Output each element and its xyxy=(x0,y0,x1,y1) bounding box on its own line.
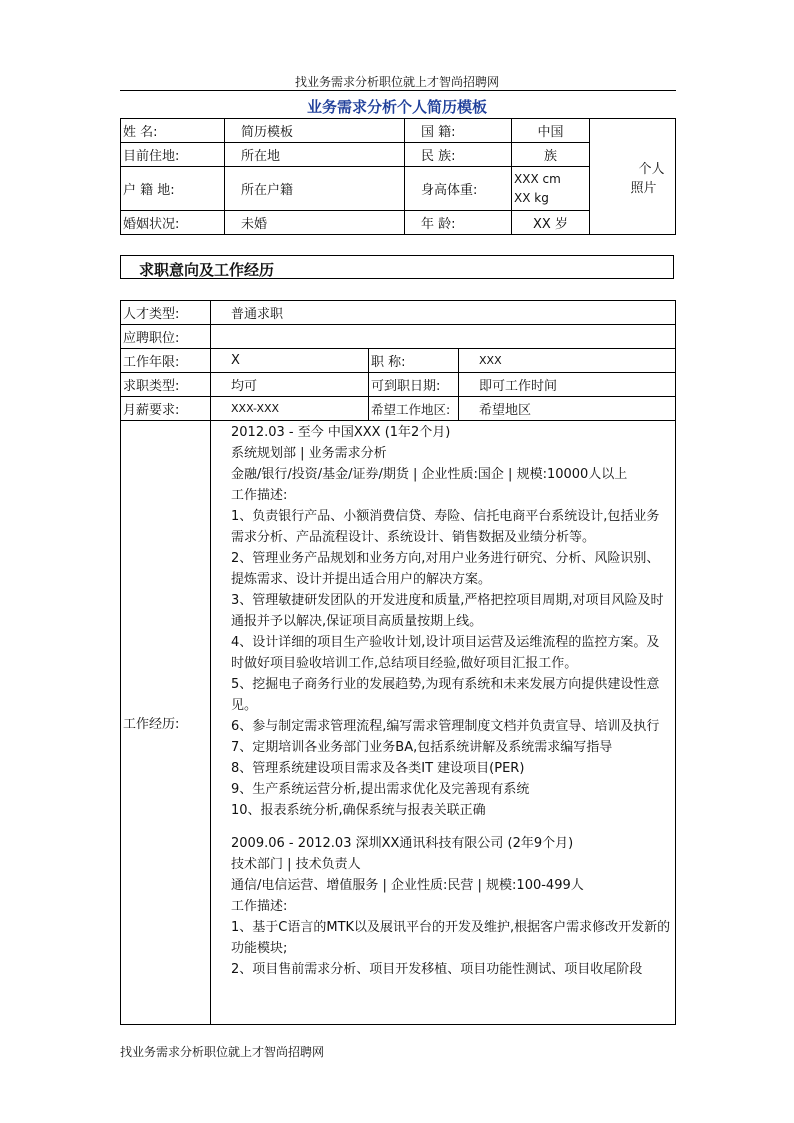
nationality-label: 国 籍: xyxy=(405,119,512,143)
job-1-line: 2012.03 - 至今 中国XXX (1年2个月) xyxy=(231,425,451,440)
job-2-line: 1、基于C语言的MTK以及展讯平台的开发及维护,根据客户需求修改开发新的功能模块; xyxy=(231,920,671,956)
job-type-value: 均可 xyxy=(211,373,369,397)
nationality-value: 中国 xyxy=(512,119,590,143)
location-value: 希望地区 xyxy=(459,397,676,421)
location-label: 希望工作地区: xyxy=(369,397,459,421)
job-1-line: 10、报表系统分析,确保系统与报表关联正确 xyxy=(231,803,486,818)
job-1 xyxy=(231,422,672,821)
available-label: 可到职日期: xyxy=(369,373,459,397)
residence-label: 目前住地: xyxy=(121,143,225,167)
name-label: 姓 名: xyxy=(121,119,225,143)
section-title: 求职意向及工作经历 xyxy=(139,261,275,279)
job-1-line: 6、参与制定需求管理流程,编写需求管理制度文档并负责宣导、培训及执行 xyxy=(231,719,660,734)
weight-value: XX kg xyxy=(514,190,549,205)
talent-type-value: 普通求职 xyxy=(211,301,676,325)
job-2-line: 通信/电信运营、增值服务 | 企业性质:民营 | 规模:100-499人 xyxy=(231,878,584,893)
residence-value: 所在地 xyxy=(225,143,405,167)
years-label: 工作年限: xyxy=(121,349,211,373)
talent-type-label: 人才类型: xyxy=(121,301,211,325)
age-label: 年 龄: xyxy=(405,211,512,235)
salary-label: 月薪要求: xyxy=(121,397,211,421)
marital-label: 婚姻状况: xyxy=(121,211,225,235)
title-label: 职 称: xyxy=(369,349,459,373)
position-label: 应聘职位: xyxy=(121,325,211,349)
job-1-line: 3、管理敏捷研发团队的开发进度和质量,严格把控项目周期,对项目风险及时通报并予以解决,保证项目高质量按期上线。 xyxy=(231,593,664,629)
job-1-line: 9、生产系统运营分析,提出需求优化及完善现有系统 xyxy=(231,782,530,797)
section-header xyxy=(120,255,674,279)
job-1-line: 2、管理业务产品规划和业务方向,对用户业务进行研究、分析、风险识别、提炼需求、设计并提出适合用户的解决方案。 xyxy=(231,551,660,587)
ethnicity-label: 民 族: xyxy=(405,143,512,167)
title-value: XXX xyxy=(459,349,676,373)
photo-label-line2: 照片 xyxy=(630,180,657,196)
photo-label-line1: 个人 xyxy=(638,161,665,177)
job-1-line: 1、负责银行产品、小额消费信贷、寿险、信托电商平台系统设计,包括业务需求分析、产品流程设计、系统设计、销售数据及业绩分析等。 xyxy=(231,509,660,545)
salary-value: XXX-XXX xyxy=(211,397,369,421)
job-1-line: 系统规划部 | 业务需求分析 xyxy=(231,446,387,461)
job-1-line: 金融/银行/投资/基金/证券/期货 | 企业性质:国企 | 规模:10000人以上 xyxy=(231,467,628,482)
job-intent-table xyxy=(120,300,676,1025)
job-type-label: 求职类型: xyxy=(121,373,211,397)
hukou-label: 户 籍 地: xyxy=(121,167,225,211)
height-weight-label: 身高体重: xyxy=(405,167,512,211)
experience-label: 工作经历: xyxy=(121,421,211,1025)
page-title: 业务需求分析个人简历模板 xyxy=(306,98,487,116)
job-1-line: 5、挖掘电子商务行业的发展趋势,为现有系统和未来发展方向提供建设性意见。 xyxy=(231,677,660,713)
years-value: X xyxy=(211,349,369,373)
experience-content xyxy=(211,421,676,1025)
job-2-line: 2009.06 - 2012.03 深圳XX通讯科技有限公司 (2年9个月) xyxy=(231,836,574,851)
photo-placeholder xyxy=(590,119,676,235)
marital-value: 未婚 xyxy=(225,211,405,235)
height-value: XXX cm xyxy=(514,171,561,186)
ethnicity-value: 族 xyxy=(512,143,590,167)
position-value xyxy=(211,325,676,349)
basic-info-table xyxy=(120,118,676,235)
job-1-line: 7、定期培训各业务部门业务BA,包括系统讲解及系统需求编写指导 xyxy=(231,740,613,755)
job-1-line: 4、设计详细的项目生产验收计划,设计项目运营及运维流程的监控方案。及时做好项目验收培训工作,总结项目经验,做好项目汇报工作。 xyxy=(231,635,660,671)
age-value: XX 岁 xyxy=(512,211,590,235)
name-value: 简历模板 xyxy=(225,119,405,143)
job-2-line: 2、项目售前需求分析、项目开发移植、项目功能性测试、项目收尾阶段 xyxy=(231,962,643,977)
job-2-line: 技术部门 | 技术负责人 xyxy=(231,857,361,872)
page-header: 找业务需求分析职位就上才智尚招聘网 xyxy=(294,75,499,89)
job-1-line: 工作描述: xyxy=(231,488,288,503)
available-value: 即可工作时间 xyxy=(459,373,676,397)
job-gap xyxy=(231,821,672,833)
page-footer: 找业务需求分析职位就上才智尚招聘网 xyxy=(120,1045,325,1059)
height-weight-value xyxy=(512,167,590,211)
job-2 xyxy=(231,833,672,980)
hukou-value: 所在户籍 xyxy=(225,167,405,211)
job-1-line: 8、管理系统建设项目需求及各类IT 建设项目(PER) xyxy=(231,761,525,776)
job-2-line: 工作描述: xyxy=(231,899,288,914)
header-divider xyxy=(120,90,676,91)
